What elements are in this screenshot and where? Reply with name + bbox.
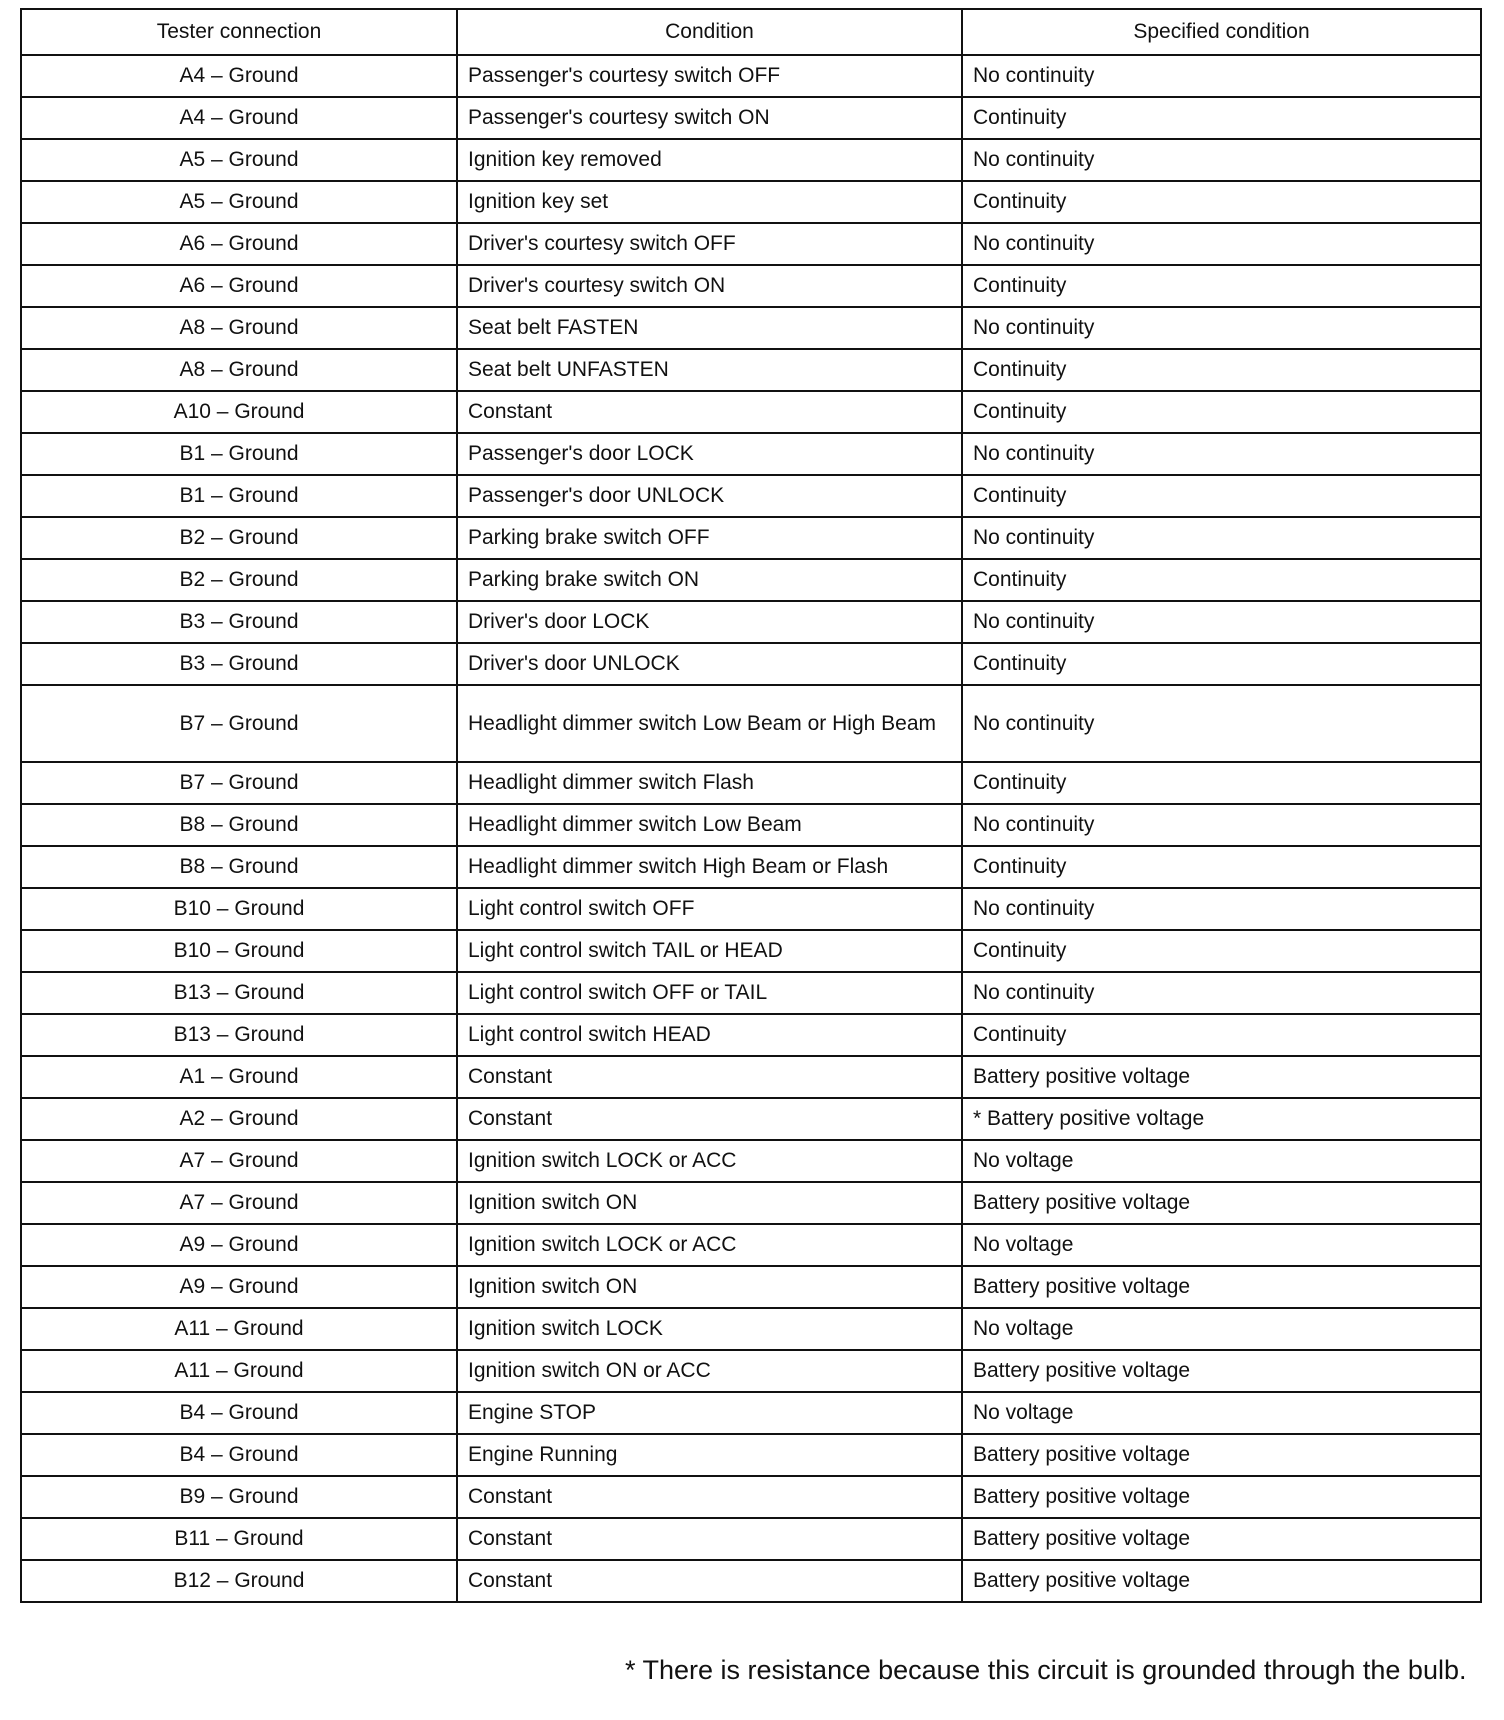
- tester-connection-cell: A10 – Ground: [21, 391, 457, 433]
- condition-cell: Passenger's door UNLOCK: [457, 475, 962, 517]
- specified-condition-cell: Battery positive voltage: [962, 1056, 1481, 1098]
- table-row: [21, 349, 1481, 391]
- table-row: [21, 307, 1481, 349]
- condition-cell: Ignition switch ON: [457, 1266, 962, 1308]
- tester-connection-cell: A2 – Ground: [21, 1098, 457, 1140]
- condition-cell: Driver's door LOCK: [457, 601, 962, 643]
- table-row: [21, 643, 1481, 685]
- specified-condition-cell: Battery positive voltage: [962, 1560, 1481, 1602]
- specified-condition-cell: * Battery positive voltage: [962, 1098, 1481, 1140]
- table-row: [21, 1014, 1481, 1056]
- table-row: [21, 475, 1481, 517]
- tester-connection-cell: B2 – Ground: [21, 559, 457, 601]
- header-condition: Condition: [457, 9, 962, 55]
- condition-cell: Light control switch HEAD: [457, 1014, 962, 1056]
- document-page: [20, 8, 1480, 1603]
- table-row: [21, 1308, 1481, 1350]
- tester-connection-cell: B4 – Ground: [21, 1392, 457, 1434]
- condition-cell: Constant: [457, 1518, 962, 1560]
- table-row: [21, 433, 1481, 475]
- condition-cell: Light control switch TAIL or HEAD: [457, 930, 962, 972]
- table-row: [21, 1224, 1481, 1266]
- table-header-row: [21, 9, 1481, 55]
- tester-connection-cell: B1 – Ground: [21, 433, 457, 475]
- specified-condition-cell: Battery positive voltage: [962, 1518, 1481, 1560]
- specified-condition-cell: No voltage: [962, 1140, 1481, 1182]
- tester-connection-cell: A9 – Ground: [21, 1224, 457, 1266]
- condition-cell: Constant: [457, 1476, 962, 1518]
- specified-condition-cell: No continuity: [962, 685, 1481, 762]
- condition-cell: Headlight dimmer switch Flash: [457, 762, 962, 804]
- specified-condition-cell: Battery positive voltage: [962, 1266, 1481, 1308]
- table-row: [21, 804, 1481, 846]
- specified-condition-cell: Battery positive voltage: [962, 1350, 1481, 1392]
- tester-connection-cell: B12 – Ground: [21, 1560, 457, 1602]
- table-row: [21, 930, 1481, 972]
- table-body: [21, 55, 1481, 1602]
- table-row: [21, 1350, 1481, 1392]
- tester-connection-cell: B10 – Ground: [21, 930, 457, 972]
- table-row: [21, 685, 1481, 762]
- condition-cell: Ignition switch ON or ACC: [457, 1350, 962, 1392]
- continuity-voltage-table: [20, 8, 1482, 1603]
- tester-connection-cell: B7 – Ground: [21, 762, 457, 804]
- specified-condition-cell: Continuity: [962, 643, 1481, 685]
- condition-cell: Ignition switch LOCK: [457, 1308, 962, 1350]
- table-row: [21, 97, 1481, 139]
- specified-condition-cell: No continuity: [962, 223, 1481, 265]
- condition-cell: Driver's door UNLOCK: [457, 643, 962, 685]
- table-row: [21, 1266, 1481, 1308]
- specified-condition-cell: Battery positive voltage: [962, 1476, 1481, 1518]
- table-row: [21, 181, 1481, 223]
- condition-cell: Seat belt FASTEN: [457, 307, 962, 349]
- tester-connection-cell: B7 – Ground: [21, 685, 457, 762]
- table-row: [21, 1518, 1481, 1560]
- specified-condition-cell: Continuity: [962, 559, 1481, 601]
- condition-cell: Ignition switch LOCK or ACC: [457, 1140, 962, 1182]
- tester-connection-cell: A7 – Ground: [21, 1182, 457, 1224]
- condition-cell: Headlight dimmer switch High Beam or Flash: [457, 846, 962, 888]
- tester-connection-cell: B2 – Ground: [21, 517, 457, 559]
- table-row: [21, 559, 1481, 601]
- table-row: [21, 1560, 1481, 1602]
- header-tester-connection: Tester connection: [21, 9, 457, 55]
- tester-connection-cell: B3 – Ground: [21, 601, 457, 643]
- specified-condition-cell: Battery positive voltage: [962, 1182, 1481, 1224]
- table-row: [21, 1392, 1481, 1434]
- footnote: * There is resistance because this circuit is grounded through the bulb.: [625, 1655, 1467, 1685]
- condition-cell: Passenger's courtesy switch ON: [457, 97, 962, 139]
- specified-condition-cell: No continuity: [962, 601, 1481, 643]
- tester-connection-cell: A6 – Ground: [21, 223, 457, 265]
- specified-condition-cell: No voltage: [962, 1392, 1481, 1434]
- specified-condition-cell: No continuity: [962, 888, 1481, 930]
- table-row: [21, 223, 1481, 265]
- tester-connection-cell: A5 – Ground: [21, 139, 457, 181]
- condition-cell: Constant: [457, 1098, 962, 1140]
- specified-condition-cell: Continuity: [962, 349, 1481, 391]
- condition-cell: Ignition key removed: [457, 139, 962, 181]
- tester-connection-cell: A8 – Ground: [21, 307, 457, 349]
- specified-condition-cell: Continuity: [962, 1014, 1481, 1056]
- table-row: [21, 1098, 1481, 1140]
- tester-connection-cell: A11 – Ground: [21, 1308, 457, 1350]
- condition-cell: Driver's courtesy switch ON: [457, 265, 962, 307]
- table-row: [21, 517, 1481, 559]
- specified-condition-cell: No continuity: [962, 517, 1481, 559]
- condition-cell: Driver's courtesy switch OFF: [457, 223, 962, 265]
- specified-condition-cell: No continuity: [962, 307, 1481, 349]
- condition-cell: Ignition key set: [457, 181, 962, 223]
- specified-condition-cell: Continuity: [962, 762, 1481, 804]
- table-row: [21, 601, 1481, 643]
- tester-connection-cell: A5 – Ground: [21, 181, 457, 223]
- table-row: [21, 265, 1481, 307]
- specified-condition-cell: Continuity: [962, 97, 1481, 139]
- table-row: [21, 888, 1481, 930]
- tester-connection-cell: A4 – Ground: [21, 97, 457, 139]
- condition-cell: Headlight dimmer switch Low Beam: [457, 804, 962, 846]
- condition-cell: Passenger's courtesy switch OFF: [457, 55, 962, 97]
- table-row: [21, 391, 1481, 433]
- condition-cell: Engine STOP: [457, 1392, 962, 1434]
- specified-condition-cell: Continuity: [962, 181, 1481, 223]
- tester-connection-cell: B13 – Ground: [21, 1014, 457, 1056]
- table-row: [21, 846, 1481, 888]
- condition-cell: Seat belt UNFASTEN: [457, 349, 962, 391]
- tester-connection-cell: A1 – Ground: [21, 1056, 457, 1098]
- table-row: [21, 1476, 1481, 1518]
- tester-connection-cell: A6 – Ground: [21, 265, 457, 307]
- condition-cell: Ignition switch ON: [457, 1182, 962, 1224]
- specified-condition-cell: No voltage: [962, 1224, 1481, 1266]
- tester-connection-cell: A8 – Ground: [21, 349, 457, 391]
- condition-cell: Parking brake switch ON: [457, 559, 962, 601]
- condition-cell: Light control switch OFF: [457, 888, 962, 930]
- tester-connection-cell: A7 – Ground: [21, 1140, 457, 1182]
- condition-cell: Constant: [457, 1560, 962, 1602]
- table-row: [21, 1140, 1481, 1182]
- table-row: [21, 1182, 1481, 1224]
- tester-connection-cell: B4 – Ground: [21, 1434, 457, 1476]
- tester-connection-cell: B8 – Ground: [21, 846, 457, 888]
- condition-cell: Ignition switch LOCK or ACC: [457, 1224, 962, 1266]
- specified-condition-cell: No continuity: [962, 55, 1481, 97]
- condition-cell: Passenger's door LOCK: [457, 433, 962, 475]
- specified-condition-cell: No continuity: [962, 433, 1481, 475]
- tester-connection-cell: A11 – Ground: [21, 1350, 457, 1392]
- condition-cell: Engine Running: [457, 1434, 962, 1476]
- specified-condition-cell: No continuity: [962, 972, 1481, 1014]
- table-row: [21, 762, 1481, 804]
- specified-condition-cell: Continuity: [962, 930, 1481, 972]
- condition-cell: Parking brake switch OFF: [457, 517, 962, 559]
- specified-condition-cell: Continuity: [962, 265, 1481, 307]
- tester-connection-cell: A4 – Ground: [21, 55, 457, 97]
- table-row: [21, 1056, 1481, 1098]
- specified-condition-cell: Continuity: [962, 846, 1481, 888]
- condition-cell: Light control switch OFF or TAIL: [457, 972, 962, 1014]
- specified-condition-cell: Continuity: [962, 475, 1481, 517]
- table-row: [21, 55, 1481, 97]
- tester-connection-cell: B1 – Ground: [21, 475, 457, 517]
- tester-connection-cell: B11 – Ground: [21, 1518, 457, 1560]
- condition-cell: Constant: [457, 1056, 962, 1098]
- tester-connection-cell: B9 – Ground: [21, 1476, 457, 1518]
- specified-condition-cell: No continuity: [962, 804, 1481, 846]
- specified-condition-cell: Continuity: [962, 391, 1481, 433]
- header-specified-condition: Specified condition: [962, 9, 1481, 55]
- table-row: [21, 139, 1481, 181]
- table-row: [21, 972, 1481, 1014]
- specified-condition-cell: Battery positive voltage: [962, 1434, 1481, 1476]
- tester-connection-cell: B3 – Ground: [21, 643, 457, 685]
- condition-cell: Headlight dimmer switch Low Beam or High Beam: [457, 685, 962, 762]
- specified-condition-cell: No continuity: [962, 139, 1481, 181]
- tester-connection-cell: B10 – Ground: [21, 888, 457, 930]
- tester-connection-cell: A9 – Ground: [21, 1266, 457, 1308]
- condition-cell: Constant: [457, 391, 962, 433]
- tester-connection-cell: B13 – Ground: [21, 972, 457, 1014]
- specified-condition-cell: No voltage: [962, 1308, 1481, 1350]
- table-row: [21, 1434, 1481, 1476]
- tester-connection-cell: B8 – Ground: [21, 804, 457, 846]
